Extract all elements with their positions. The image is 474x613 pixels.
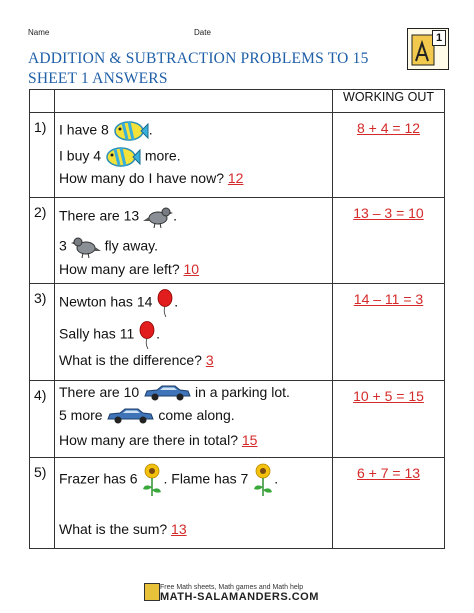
question-text: How many are left? bbox=[59, 261, 180, 277]
question-cell: There are 13 . 3 fly away. How many are left? 10 bbox=[55, 198, 333, 284]
fish-icon bbox=[113, 120, 149, 142]
question-text: Newton has 14 bbox=[59, 293, 153, 310]
table-row bbox=[30, 458, 445, 549]
working-cell bbox=[333, 113, 445, 198]
working-cell bbox=[333, 381, 445, 458]
question-cell: Newton has 14 . Sally has 11 . What is the difference? 3 bbox=[55, 284, 333, 381]
question-number: 3) bbox=[30, 284, 55, 381]
footer-brand[interactable]: MATH-SALAMANDERS.COM bbox=[160, 591, 319, 603]
table-row bbox=[30, 113, 445, 198]
working-answer: 6 + 7 = 13 bbox=[356, 465, 421, 481]
bird-icon bbox=[143, 205, 173, 229]
working-answer: 8 + 4 = 12 bbox=[356, 120, 421, 136]
question-text: What is the sum? bbox=[59, 521, 168, 537]
car-icon bbox=[143, 384, 191, 402]
footer-logo-icon bbox=[144, 583, 160, 601]
date-label: Date bbox=[194, 28, 211, 37]
footer bbox=[160, 584, 319, 603]
working-answer: 13 – 3 = 10 bbox=[353, 205, 424, 221]
sunflower-icon bbox=[141, 463, 163, 497]
question-text: I have 8 bbox=[59, 121, 109, 138]
worksheet-table bbox=[29, 89, 445, 549]
question-text: How many do I have now? bbox=[59, 170, 224, 186]
fish-icon bbox=[105, 146, 141, 168]
name-label: Name bbox=[28, 28, 50, 37]
question-text: Sally has 11 bbox=[59, 325, 135, 342]
table-row bbox=[30, 381, 445, 458]
table-header-row bbox=[30, 90, 445, 113]
question-number: 4) bbox=[30, 381, 55, 458]
question-number: 1) bbox=[30, 113, 55, 198]
balloon-icon bbox=[138, 321, 156, 349]
answer-text: 13 bbox=[171, 521, 187, 537]
table-row bbox=[30, 198, 445, 284]
car-icon bbox=[106, 407, 154, 425]
question-number: 2) bbox=[30, 198, 55, 284]
question-text: 3 bbox=[59, 237, 67, 254]
question-text: How many are there in total? bbox=[59, 432, 238, 448]
working-cell bbox=[333, 458, 445, 549]
footer-tagline: Free Math sheets, Math games and Math help bbox=[160, 584, 304, 591]
question-text: I buy 4 bbox=[59, 147, 102, 164]
answer-text: 12 bbox=[227, 170, 244, 186]
working-answer: 14 – 11 = 3 bbox=[353, 291, 424, 307]
page-title-line2: SHEET 1 ANSWERS bbox=[28, 70, 168, 87]
balloon-icon bbox=[156, 289, 174, 317]
answer-text: 15 bbox=[241, 432, 258, 448]
working-answer: 10 + 5 = 15 bbox=[353, 388, 424, 404]
question-cell: I have 8 . I buy 4 more. How many do I have now? 12 bbox=[55, 113, 333, 198]
answer-text: 10 bbox=[183, 261, 200, 277]
working-out-header: WORKING OUT bbox=[333, 90, 445, 113]
question-cell: There are 10 in a parking lot. 5 more come along. How many are there in total? 15 bbox=[55, 381, 333, 458]
answer-text: 3 bbox=[205, 352, 214, 368]
question-cell: Frazer has 6 . Flame has 7 . What is the sum? 13 bbox=[55, 458, 333, 549]
question-number: 5) bbox=[30, 458, 55, 549]
question-text: What is the difference? bbox=[59, 352, 202, 368]
question-text: There are 10 bbox=[59, 384, 140, 400]
salamander-logo bbox=[407, 28, 449, 70]
working-cell bbox=[333, 284, 445, 381]
working-cell bbox=[333, 198, 445, 284]
page-title-line1: ADDITION & SUBTRACTION PROBLEMS TO 15 bbox=[28, 50, 369, 67]
question-text: 5 more bbox=[59, 407, 103, 423]
question-text: Frazer has 6 bbox=[59, 470, 138, 487]
sunflower-icon bbox=[252, 463, 274, 497]
logo-number: 1 bbox=[432, 30, 446, 46]
bird-icon bbox=[71, 235, 101, 259]
table-row bbox=[30, 284, 445, 381]
question-text: There are 13 bbox=[59, 207, 140, 224]
